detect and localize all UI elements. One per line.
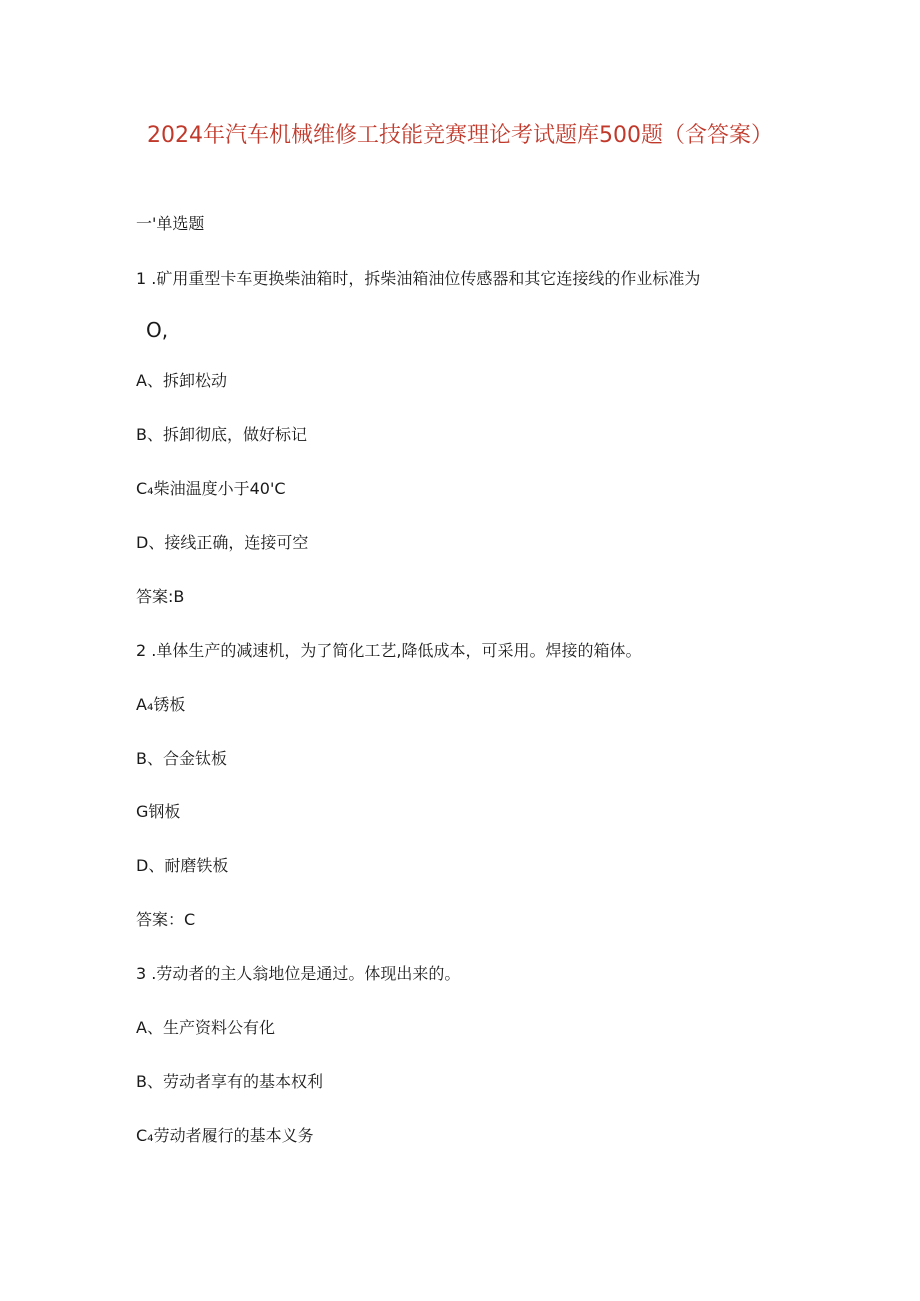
question-1-option-d: D、接线正确，连接可空 [136, 533, 309, 552]
question-2-option-a: A₄锈板 [136, 695, 186, 714]
question-2-option-c: G钢板 [136, 802, 181, 821]
question-3-option-b: B、劳动者享有的基本权利 [136, 1072, 323, 1091]
question-1-answer: 答案:B [136, 587, 185, 606]
document-title: 2024年汽车机械维修工技能竞赛理论考试题库500题（含答案） [147, 123, 773, 148]
question-2-answer: 答案：C [136, 910, 196, 929]
question-3-option-a: A、生产资料公有化 [136, 1018, 275, 1037]
section-heading: 一'单选题 [136, 214, 205, 233]
question-1-stem: 1 .矿用重型卡车更换柴油箱时，拆柴油箱油位传感器和其它连接线的作业标准为 [136, 269, 701, 288]
question-2-option-d: D、耐磨铁板 [136, 856, 229, 875]
question-1-option-c: C₄柴油温度小于40'C [136, 479, 286, 498]
question-1-option-b: B、拆卸彻底，做好标记 [136, 425, 307, 444]
question-2-option-b: B、合金钛板 [136, 749, 227, 768]
question-3-stem: 3 .劳动者的主人翁地位是通过。体现出来的。 [136, 964, 461, 983]
question-1-option-a: A、拆卸松动 [136, 371, 227, 390]
question-3-option-c: C₄劳动者履行的基本义务 [136, 1126, 314, 1145]
question-2-stem: 2 .单体生产的减速机，为了简化工艺,降低成本，可采用。焊接的箱体。 [136, 641, 642, 660]
question-1-stem-continuation: O, [146, 318, 169, 342]
